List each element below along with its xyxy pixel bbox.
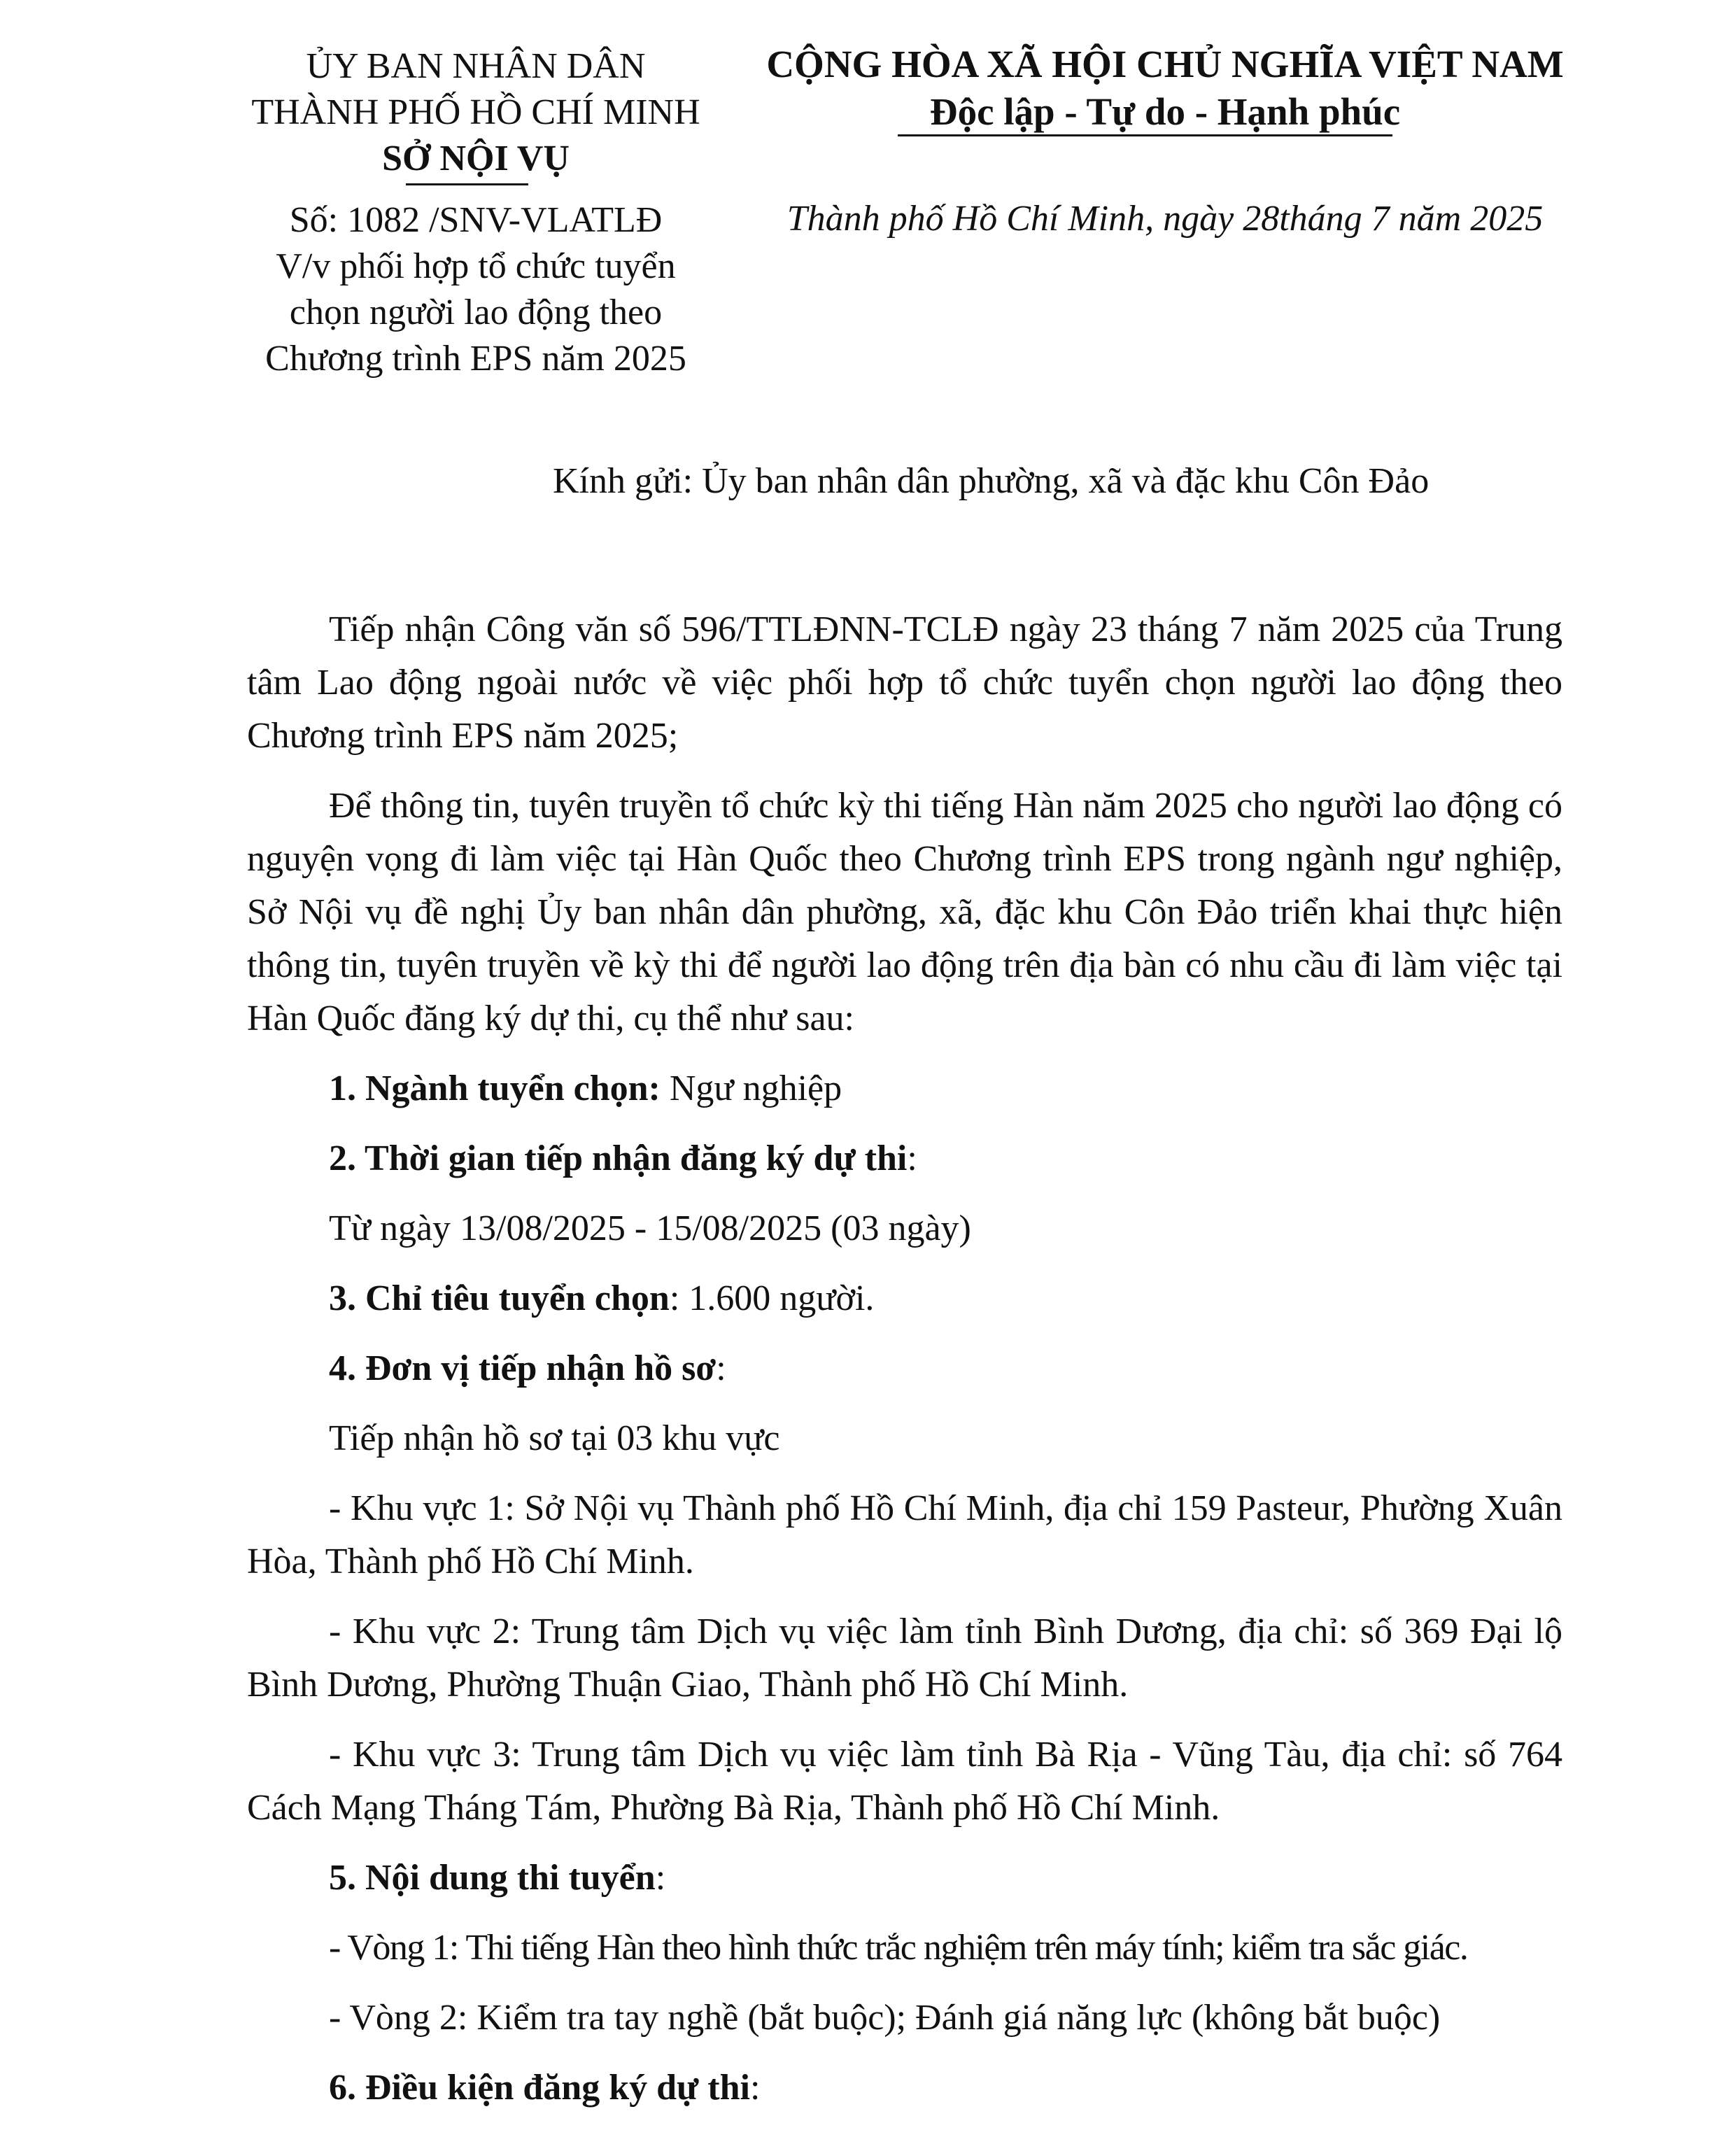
national-header	[756, 41, 1574, 136]
item-3-value: : 1.600 người.	[669, 1278, 875, 1318]
paragraph-1: Tiếp nhận Công văn số 596/TTLĐNN-TCLĐ ngày 23 tháng 7 năm 2025 của Trung tâm Lao động ngoài nước về việc phối hợp tổ chức tuyển chọn người lao động theo Chương trình EPS năm 2025;	[247, 609, 1562, 756]
item-1-label: 1. Ngành tuyển chọn:	[329, 1069, 661, 1108]
area-3: - Khu vực 3: Trung tâm Dịch vụ việc làm tỉnh Bà Rịa - Vũng Tàu, địa chỉ: số 764 Cách Mạng Tháng Tám, Phường Bà Rịa, Thành phố Hồ Chí Minh.	[247, 1735, 1562, 1828]
item-6-suffix: :	[749, 2068, 761, 2108]
item-5-suffix: :	[655, 1858, 666, 1898]
agency-line-2: THÀNH PHỐ HỒ CHÍ MINH	[251, 92, 700, 132]
item-2-value: Từ ngày 13/08/2025 - 15/08/2025 (03 ngày)	[329, 1208, 971, 1248]
area-1: - Khu vực 1: Sở Nội vụ Thành phố Hồ Chí Minh, địa chỉ 159 Pasteur, Phường Xuân Hòa, Thành phố Hồ Chí Minh.	[247, 1488, 1562, 1581]
motto-underline	[898, 134, 1392, 136]
round-2: - Vòng 2: Kiểm tra tay nghề (bắt buộc); Đánh giá năng lực (không bắt buộc)	[329, 1998, 1441, 2038]
item-2-suffix: :	[907, 1138, 917, 1178]
item-6-label: 6. Điều kiện đăng ký dự thi	[329, 2068, 750, 2108]
item-4-suffix: :	[716, 1348, 726, 1388]
agency-line-1: ỦY BAN NHÂN DÂN	[306, 46, 646, 86]
item-2-label: 2. Thời gian tiếp nhận đăng ký dự thi	[329, 1138, 908, 1178]
item-4-label: 4. Đơn vị tiếp nhận hồ sơ	[329, 1348, 717, 1388]
item-1-value: Ngư nghiệp	[660, 1069, 842, 1108]
item-3-label: 3. Chỉ tiêu tuyển chọn	[329, 1278, 670, 1318]
doc-reference-block	[210, 197, 742, 382]
item-5-label: 5. Nội dung thi tuyển	[329, 1858, 656, 1898]
recipient-line: Kính gửi: Ủy ban nhân dân phường, xã và đặc khu Côn Đảo	[553, 461, 1430, 501]
place-date: Thành phố Hồ Chí Minh, ngày 28tháng 7 năm 2025	[786, 199, 1544, 239]
round-1: - Vòng 1: Thi tiếng Hàn theo hình thức trắc nghiệm trên máy tính; kiểm tra sắc giác.	[329, 1928, 1468, 1968]
paragraph-2: Để thông tin, tuyên truyền tổ chức kỳ thi tiếng Hàn năm 2025 cho người lao động có nguyện vọng đi làm việc tại Hàn Quốc theo Chương trình EPS trong ngành ngư nghiệp, Sở Nội vụ đề nghị Ủy ban nhân dân phường, xã, đặc khu Côn Đảo triển khai thực hiện thông tin, tuyên truyền về kỳ thi để người lao động trên địa bàn có nhu cầu đi làm việc tại Hàn Quốc đăng ký dự thi, cụ thể như sau:	[247, 786, 1562, 1038]
item-4-intro: Tiếp nhận hồ sơ tại 03 khu vực	[329, 1418, 780, 1458]
doc-number: Số: 1082 /SNV-VLATLĐ	[289, 200, 663, 240]
nation-title: CỘNG HÒA XÃ HỘI CHỦ NGHĨA VIỆT NAM	[766, 43, 1564, 85]
subject-line-1: V/v phối hợp tổ chức tuyển	[276, 246, 676, 286]
department-name: SỞ NỘI VỤ	[382, 139, 570, 178]
agency-underline	[406, 183, 528, 185]
subject-line-3: Chương trình EPS năm 2025	[265, 339, 686, 379]
item-2	[247, 1132, 1562, 1185]
item-3	[247, 1272, 1562, 1325]
item-4	[247, 1342, 1562, 1395]
document-body	[247, 603, 1562, 2115]
motto: Độc lập - Tự do - Hạnh phúc	[929, 90, 1401, 133]
subject-line-2: chọn người lao động theo	[289, 292, 663, 332]
item-5	[247, 1852, 1562, 1905]
issuing-agency-block	[210, 43, 742, 182]
item-1	[247, 1062, 1562, 1115]
area-2: - Khu vực 2: Trung tâm Dịch vụ việc làm tỉnh Bình Dương, địa chỉ: số 369 Đại lộ Bình Dương, Phường Thuận Giao, Thành phố Hồ Chí Minh.	[247, 1612, 1562, 1705]
item-6	[247, 2061, 1562, 2115]
